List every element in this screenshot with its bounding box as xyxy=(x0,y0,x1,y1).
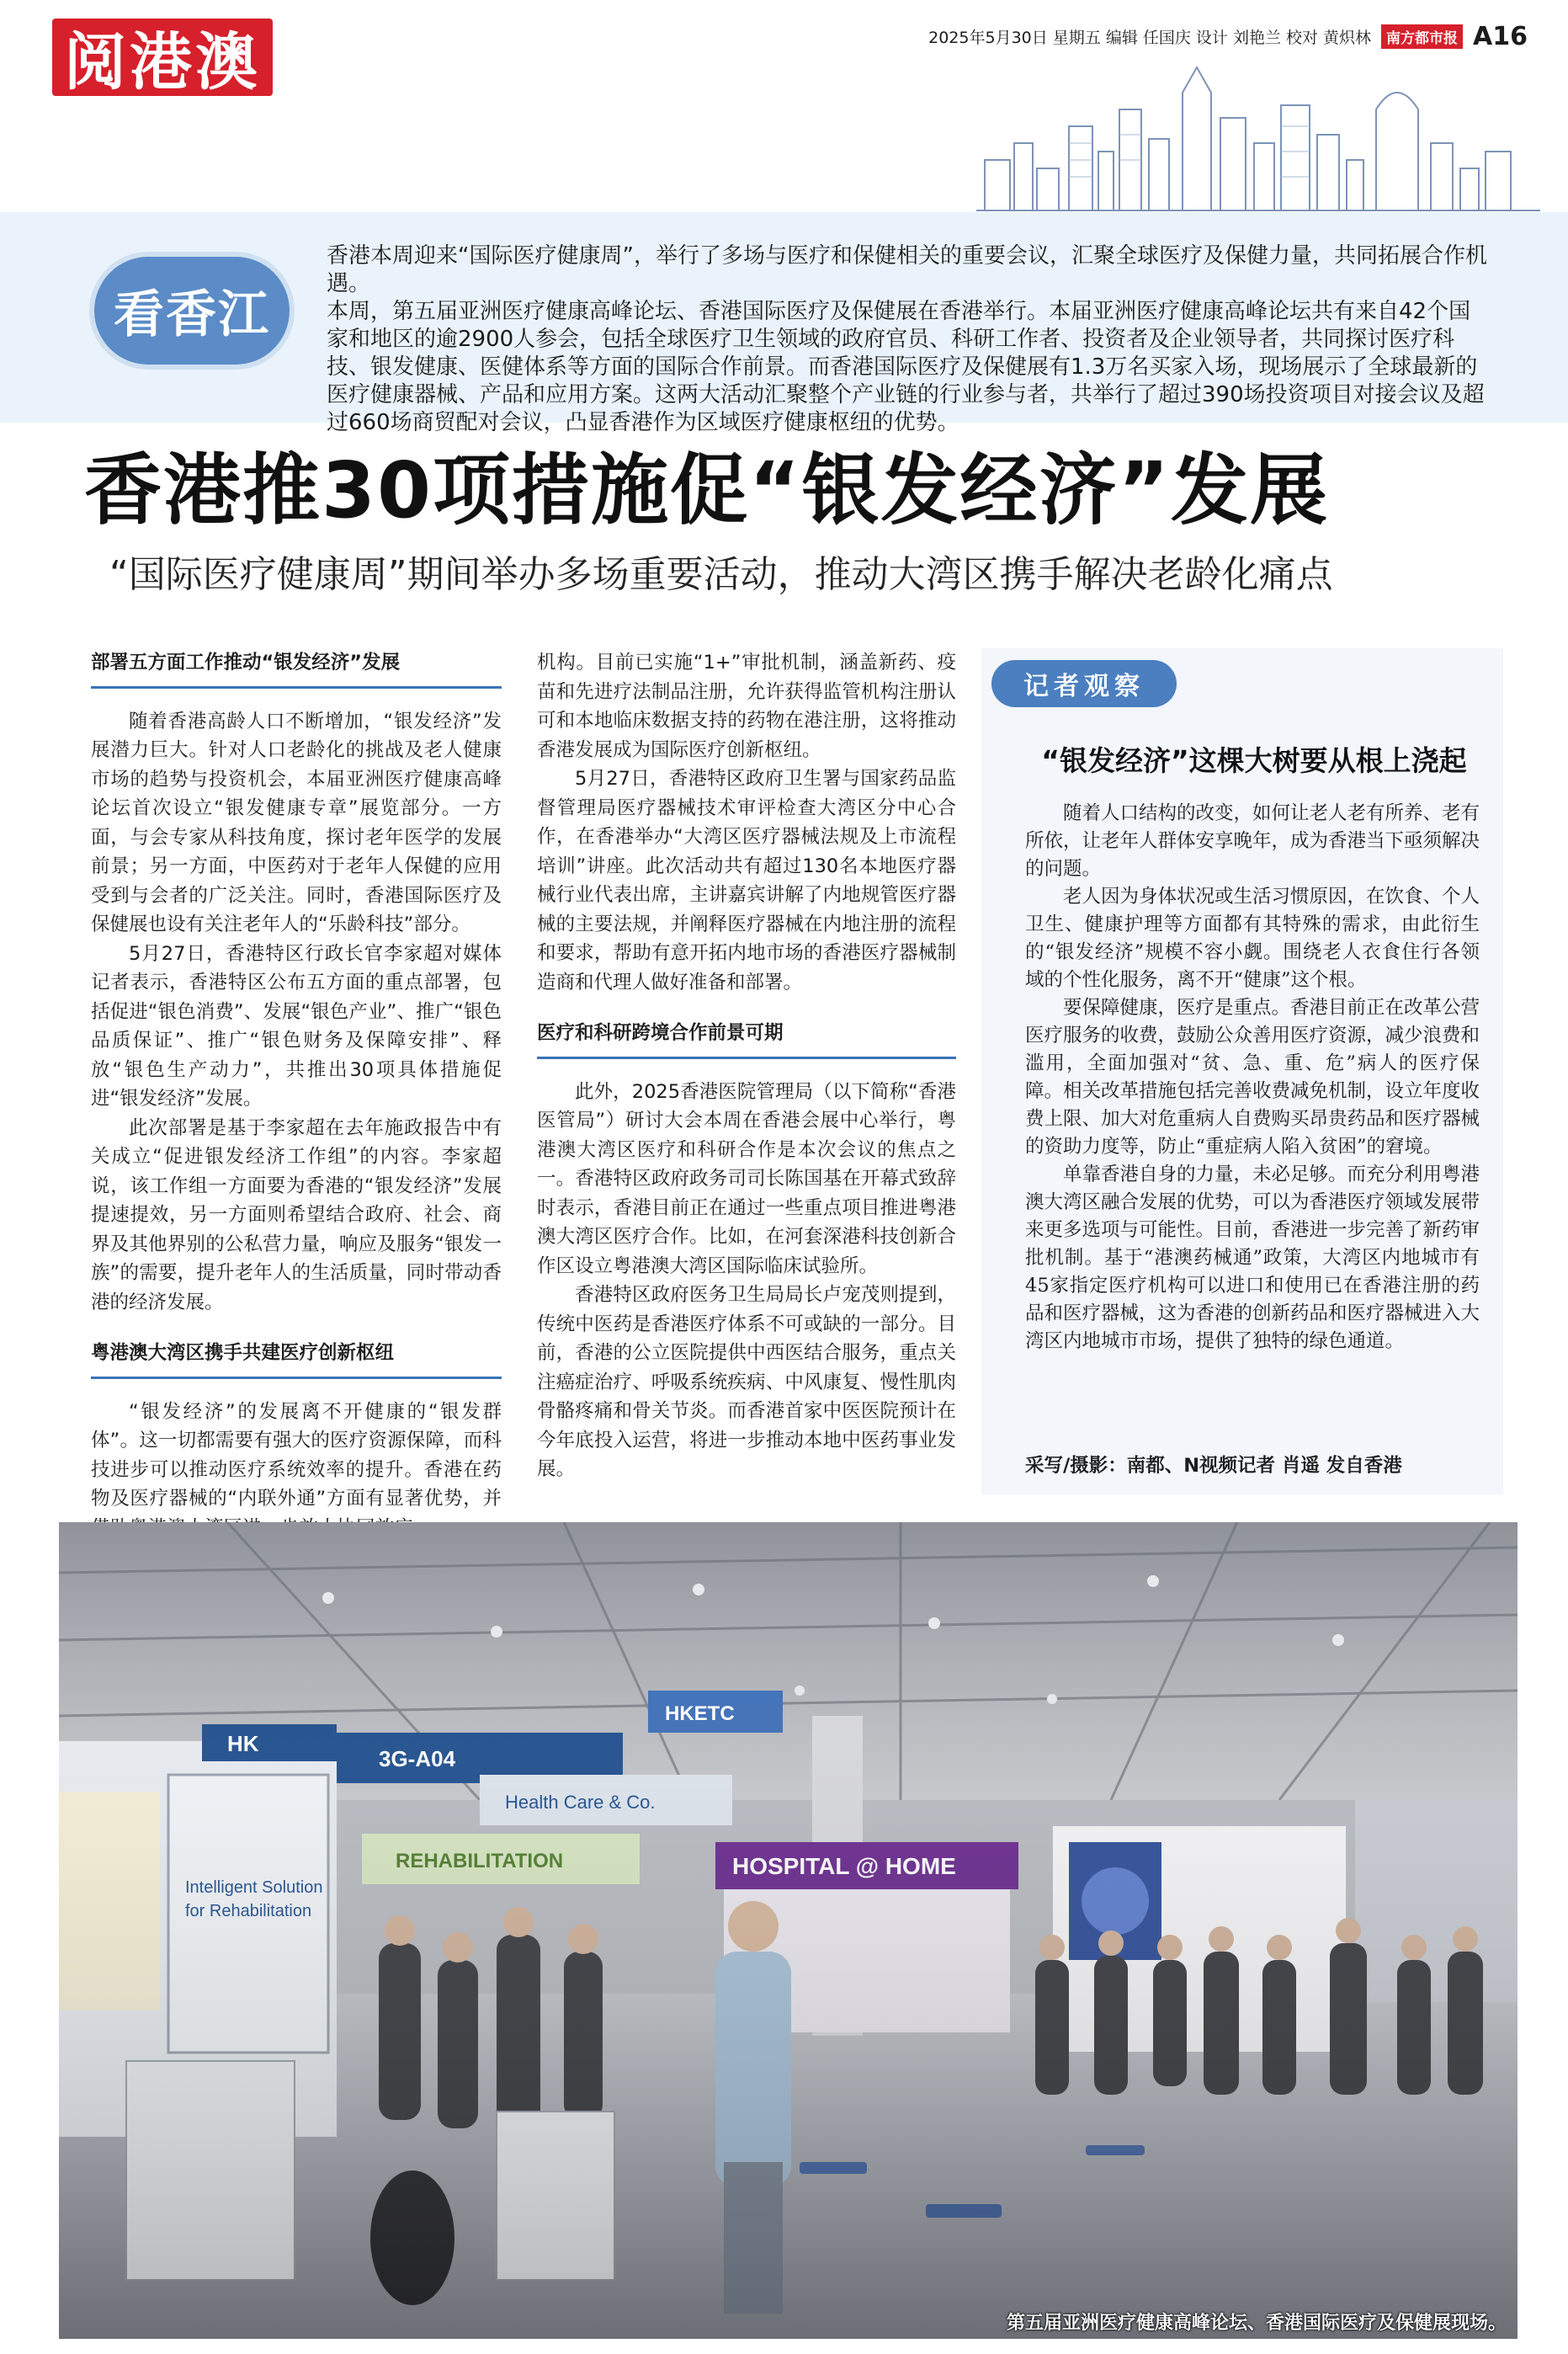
section-heading: 医疗和科研跨境合作前景可期 xyxy=(537,1019,956,1059)
photo-caption: 第五届亚洲医疗健康高峰论坛、香港国际医疗及保健展现场。 xyxy=(1006,2313,1507,2334)
subheadline: “国际医疗健康周”期间举办多场重要活动，推动大湾区携手解决老龄化痛点 xyxy=(109,553,1333,596)
section-logo xyxy=(52,19,273,99)
observation-paragraph: 要保障健康，医疗是重点。香港目前正在改革公营医疗服务的收费，鼓励公众善用医疗资源，减少浪费和滥用，全面加强对“贫、急、重、危”病人的医疗保障。相关改革措施包括完善收费减免机制，设立年度收费上限、加大对危重病人自费购买昂贵药品和医疗器械的资助力度等，防止“重症病人陷入贫困”的窘境。 xyxy=(1025,997,1480,1158)
lead-paragraph: 本周，第五届亚洲医疗健康高峰论坛、香港国际医疗及保健展在香港举行。本届亚洲医疗健康高峰论坛共有来自42个国家和地区的逾2900人参会，包括全球医疗卫生领域的政府官员、科研工作者、投资者及企业领导者，共同探讨医疗科技、银发健康、医健体系等方面的国际合作前景。而香港国际医疗及保健展有1.3万名买家入场，现场展示了全球最新的医疗健康器械、产品和应用方案。这两大活动汇聚整个产业链的行业参与者，共举行了超过390场投资项目对接会议及超过660场商贸配对会议，凸显香港作为区域医疗健康枢纽的优势。 xyxy=(327,299,1485,435)
observation-badge-text: 记者观察 xyxy=(1023,672,1145,701)
lead-text xyxy=(327,242,1488,437)
byline: 采写/摄影：南都、N视频记者 肖遥 发自香港 xyxy=(1025,1455,1402,1477)
paragraph: 机构。目前已实施“1+”审批机制，涵盖新药、疫苗和先进疗法制品注册，允许获得监管机构注册认可和本地临床数据支持的药物在港注册，这将推动香港发展成为国际医疗创新枢纽。 xyxy=(537,652,956,761)
observation-title: “银发经济”这棵大树要从根上浇起 xyxy=(1041,744,1467,777)
section-heading: 部署五方面工作推动“银发经济”发展 xyxy=(91,648,502,689)
folio-text: 2025年5月30日 星期五 编辑 任国庆 设计 刘艳兰 校对 黄炽林 xyxy=(928,28,1372,47)
paragraph: “银发经济”的发展离不开健康的“银发群体”。这一切都需要有强大的医疗资源保障，而科技进步可以推动医疗系统效率的提升。香港在药物及医疗器械的“内联外通”方面有显著优势，并 xyxy=(91,1400,502,1510)
paragraph: 此次部署是基于李家超在去年施政报告中有关成立“促进银发经济工作组”的内容。李家超说，该工作组一方面要为香港的“银发经济”发展提速提效，另一方面则希望结合政府、社会、商界及其他界别的公私营力量，响应及服务“银发一族”的需要，提升老年人的生活质量，同时带动香港的经济发展。 xyxy=(91,1116,502,1313)
article-column-1 xyxy=(91,648,502,1630)
observation-badge xyxy=(991,660,1177,707)
paragraph: 香港特区政府医务卫生局局长卢宠茂则提到，传统中医药是香港医疗体系不可或缺的一部分。目前，香港的公立医院提供中西医结合服务，重点关注癌症治疗、呼吸系统疾病、中风康复、慢性肌肉骨骼疼痛和骨关节炎。而香港首家中医医院预计在今年底投入运营，将进一步推动本地中医药事业发展。 xyxy=(537,1284,956,1480)
paragraph: 随着香港高龄人口不断增加，“银发经济”发展潜力巨大。针对人口老龄化的挑战及老人健康市场的趋势与投资机会，本届亚洲医疗健康高峰论坛首次设立“银发健康专章”展览部分。一方面，与会专家从科技角度，探讨老年医学的发展前景；另一方面，中医药对于老年人保健的应用受到与会者的广泛关注。同时，香港国际医疗及保健展也设有关注老年人的“乐龄科技”部分。 xyxy=(91,710,502,935)
section-heading: 粤港澳大湾区携手共建医疗创新枢纽 xyxy=(91,1339,502,1379)
paper-name: 南方都市报 xyxy=(1381,24,1463,49)
paragraph: 5月27日，香港特区政府卫生署与国家药品监督管理局医疗器械技术审评检查大湾区分中心合作，在香港举办“大湾区医疗器械法规及上市流程培训”讲座。此次活动共有超过130名本地医疗器械行业代表出席，主讲嘉宾讲解了内地规管医疗器械的主要法规，并阐释医疗器械在内地注册的流程和要求，帮助有意开拓内地市场的香港医疗器械制造商和代理人做好准备和部署。 xyxy=(537,768,956,993)
observation-paragraph: 老人因为身体状况或生活习惯原因，在饮食、个人卫生、健康护理等方面都有其特殊的需求，由此衍生的“银发经济”规模不容小觑。围绕老人衣食住行各领域的个性化服务，离不开“健康”这个根。 xyxy=(1025,886,1480,991)
headline: 香港推30项措施促“银发经济”发展 xyxy=(84,445,1329,535)
observation-paragraph: 单靠香港自身的力量，未必足够。而充分利用粤港澳大湾区融合发展的优势，可以为香港医疗领域发展带来更多选项与可能性。目前，香港进一步完善了新药审批机制。基于“港澳药械通”政策，大湾区内地城市有45家指定医疗机构可以进口和使用已在香港注册的药品和医疗器械，这为香港的创新药品和医疗器械进入大湾区内地城市市场，提供了独特的绿色通道。 xyxy=(1025,1164,1480,1352)
exhibition-photo xyxy=(59,1522,1518,2339)
paragraph: 5月27日，香港特区行政长官李家超对媒体记者表示，香港特区公布五方面的重点部署，包括促进“银色消费”、发展“银色产业”、推广“银色品质保证”、推广“银色财务及保障安排”、释放“银色生产动力”，共推出30项具体措施促进“银发经济”发展。 xyxy=(91,942,502,1110)
page-number: A16 xyxy=(1473,21,1528,51)
article-column-2 xyxy=(537,648,956,1484)
lead-badge-text: 看香江 xyxy=(114,285,270,344)
paragraph: 此外，2025香港医院管理局（以下简称“香港医管局”）研讨大会本周在香港会展中心举行，粤港澳大湾区医疗和科研合作是本次会议的焦点之一。香港特区政府政务司司长陈国基在开幕式致辞时表示，香港目前正在通过一些重点项目推进粤港澳大湾区医疗合作。比如，在河套深港科技创新合作区设立粤港澳大湾区国际临床试验所。 xyxy=(537,1080,956,1277)
skyline-illustration xyxy=(976,59,1540,215)
observation-paragraph: 随着人口结构的改变，如何让老人老有所养、老有所依，让老年人群体安享晚年，成为香港当下亟须解决的问题。 xyxy=(1025,802,1480,880)
lead-paragraph: 香港本周迎来“国际医疗健康周”，举行了多场与医疗和保健相关的重要会议，汇聚全球医疗及保健力量，共同拓展合作机遇。 xyxy=(327,243,1487,296)
observation-body xyxy=(1025,800,1480,1355)
lead-badge xyxy=(94,257,290,365)
section-title: 阅港澳 xyxy=(64,26,261,99)
folio-line xyxy=(926,22,1528,51)
